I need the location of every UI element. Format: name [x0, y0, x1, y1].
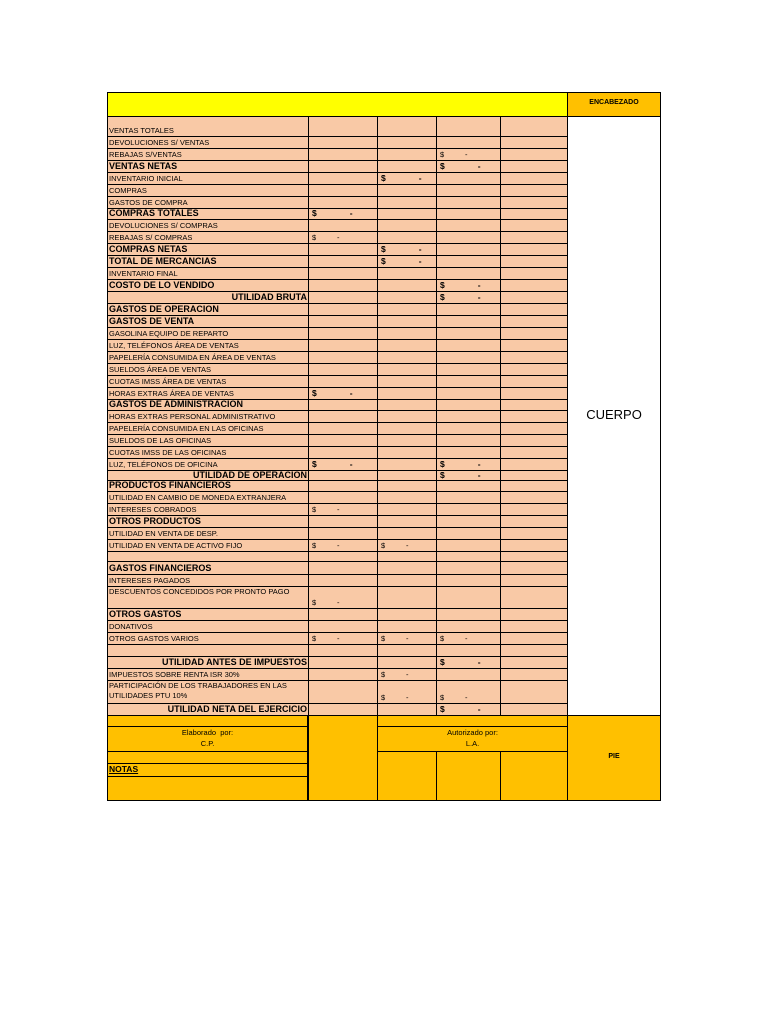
row-label: TOTAL DE MERCANCIAS: [109, 256, 217, 266]
body-label-cell: [567, 116, 661, 716]
row-label: COMPRAS TOTALES: [109, 208, 199, 218]
row-label: COMPRAS: [109, 186, 147, 195]
row-label: LUZ, TELÉFONOS DE OFICINA: [109, 460, 218, 469]
amount-cell[interactable]: [500, 680, 568, 704]
amount-cell[interactable]: [308, 561, 378, 575]
row-label: COSTO DE LO VENDIDO: [109, 280, 215, 290]
authorized-by-box: [377, 726, 568, 752]
row-label: REBAJAS S/ COMPRAS: [109, 233, 193, 242]
row-label: COMPRAS NETAS: [109, 244, 188, 254]
row-label: INTERESES PAGADOS: [109, 576, 191, 585]
row-label: IMPUESTOS SOBRE RENTA ISR 30%: [109, 670, 240, 679]
row-label: GASTOS DE ADMINISTRACION: [109, 399, 244, 409]
amount-value: $ -: [312, 388, 353, 398]
amount-value: $ -: [381, 670, 409, 679]
row-label: INVENTARIO FINAL: [109, 269, 178, 278]
amount-cell[interactable]: [377, 561, 437, 575]
amount-cell[interactable]: [436, 586, 501, 609]
row-label: DONATIVOS: [109, 622, 153, 631]
amount-value: $ -: [381, 256, 422, 266]
notes-body[interactable]: [107, 776, 308, 801]
authorized-by-name: L.A.: [465, 739, 480, 748]
amount-cell[interactable]: [500, 116, 568, 137]
footer-cell: [436, 751, 501, 801]
row-label: CUOTAS IMSS DE LAS OFICINAS: [109, 448, 227, 457]
amount-cell[interactable]: [436, 116, 501, 137]
row-label: DESCUENTOS CONCEDIDOS POR PRONTO PAGO: [109, 587, 290, 596]
row-label: UTILIDAD BRUTA: [231, 292, 307, 302]
amount-value: $ -: [381, 693, 409, 702]
row-label: GASTOS DE VENTA: [109, 316, 195, 326]
row-label: UTILIDAD ANTES DE IMPUESTOS: [161, 657, 307, 667]
header-bar: [107, 92, 568, 117]
amount-cell[interactable]: [500, 561, 568, 575]
row-label: PARTICIPACIÓN DE LOS TRABAJADORES EN LAS UTILIDADES PTU 10%: [109, 681, 287, 700]
notes-field[interactable]: [107, 763, 308, 777]
row-label: LUZ, TELÉFONOS ÁREA DE VENTAS: [109, 341, 239, 350]
amount-value: $ -: [440, 704, 481, 714]
row-label: INTERESES COBRADOS: [109, 505, 197, 514]
amount-value: $ -: [440, 657, 481, 667]
row-label: REBAJAS S/VENTAS: [109, 150, 182, 159]
amount-value: $ -: [312, 634, 340, 643]
row-label: OTROS PRODUCTOS: [109, 516, 201, 526]
amount-value: $ -: [440, 634, 468, 643]
amount-value: $ -: [440, 693, 468, 702]
row-label: INVENTARIO INICIAL: [109, 174, 183, 183]
footer-label-cell: [567, 715, 661, 801]
amount-value: $ -: [312, 459, 353, 469]
amount-value: $ -: [440, 292, 481, 302]
amount-value: $ -: [312, 208, 353, 218]
amount-value: $ -: [381, 634, 409, 643]
row-label: VENTAS NETAS: [109, 161, 178, 171]
amount-value: $ -: [381, 244, 422, 254]
amount-cell[interactable]: [436, 561, 501, 575]
row-label: GASTOS FINANCIEROS: [109, 563, 212, 573]
row-label: HORAS EXTRAS PERSONAL ADMINISTRATIVO: [109, 412, 276, 421]
prepared-by-name: C.P.: [200, 739, 215, 748]
amount-value: $ -: [440, 470, 481, 480]
amount-cell[interactable]: [377, 586, 437, 609]
body-label: CUERPO: [586, 407, 642, 422]
amount-value: $ -: [440, 150, 468, 159]
row-label: VENTAS TOTALES: [109, 126, 174, 135]
amount-value: $ -: [440, 459, 481, 469]
row-label: UTILIDAD NETA DEL EJERCICIO: [167, 704, 307, 714]
row-label: CUOTAS IMSS ÁREA DE VENTAS: [109, 377, 227, 386]
footer-cell: [500, 751, 568, 801]
amount-cell[interactable]: [308, 116, 378, 137]
row-label: SUELDOS DE LAS OFICINAS: [109, 436, 212, 445]
prepared-by-label: Elaborado por:: [181, 728, 234, 737]
amount-value: $ -: [312, 541, 340, 550]
amount-cell[interactable]: [377, 116, 437, 137]
row-label: SUELDOS ÁREA DE VENTAS: [109, 365, 211, 374]
row-label: PAPELERÍA CONSUMIDA EN ÁREA DE VENTAS: [109, 353, 276, 362]
amount-value: $ -: [381, 173, 422, 183]
row-label: DEVOLUCIONES S/ COMPRAS: [109, 221, 218, 230]
notes-label: NOTAS: [109, 764, 139, 774]
footer-cell: [377, 751, 437, 801]
row-label: PRODUCTOS FINANCIEROS: [109, 480, 231, 490]
amount-value: $ -: [312, 598, 340, 607]
amount-cell[interactable]: [308, 680, 378, 704]
amount-value: $ -: [312, 505, 340, 514]
amount-value: $ -: [440, 161, 481, 171]
row-label: UTILIDAD DE OPERACION: [192, 470, 307, 480]
row-label: UTILIDAD EN VENTA DE DESP.: [109, 529, 218, 538]
row-label: PAPELERÍA CONSUMIDA EN LAS OFICINAS: [109, 424, 264, 433]
row-label: UTILIDAD EN VENTA DE ACTIVO FIJO: [109, 541, 243, 550]
footer-col1: [308, 715, 378, 801]
amount-value: $ -: [381, 541, 409, 550]
row-label: HORAS EXTRAS ÁREA DE VENTAS: [109, 389, 234, 398]
header-label-cell: [567, 92, 661, 117]
footer-label: PIE: [608, 753, 620, 760]
row-label: GASTOS DE OPERACION: [109, 304, 219, 314]
row-label: OTROS GASTOS: [109, 609, 182, 619]
row-label: OTROS GASTOS VARIOS: [109, 634, 199, 643]
row-label: DEVOLUCIONES S/ VENTAS: [109, 138, 210, 147]
header-label: ENCABEZADO: [589, 99, 639, 106]
row-label: GASTOS DE COMPRA: [109, 198, 188, 207]
amount-value: $ -: [312, 233, 340, 242]
prepared-by-box: [107, 726, 308, 752]
row-label: GASOLINA EQUIPO DE REPARTO: [109, 329, 229, 338]
row-label: UTILIDAD EN CAMBIO DE MONEDA EXTRANJERA: [109, 493, 287, 502]
amount-cell[interactable]: [500, 586, 568, 609]
authorized-by-label: Autorizado por:: [447, 728, 498, 737]
amount-value: $ -: [440, 280, 481, 290]
